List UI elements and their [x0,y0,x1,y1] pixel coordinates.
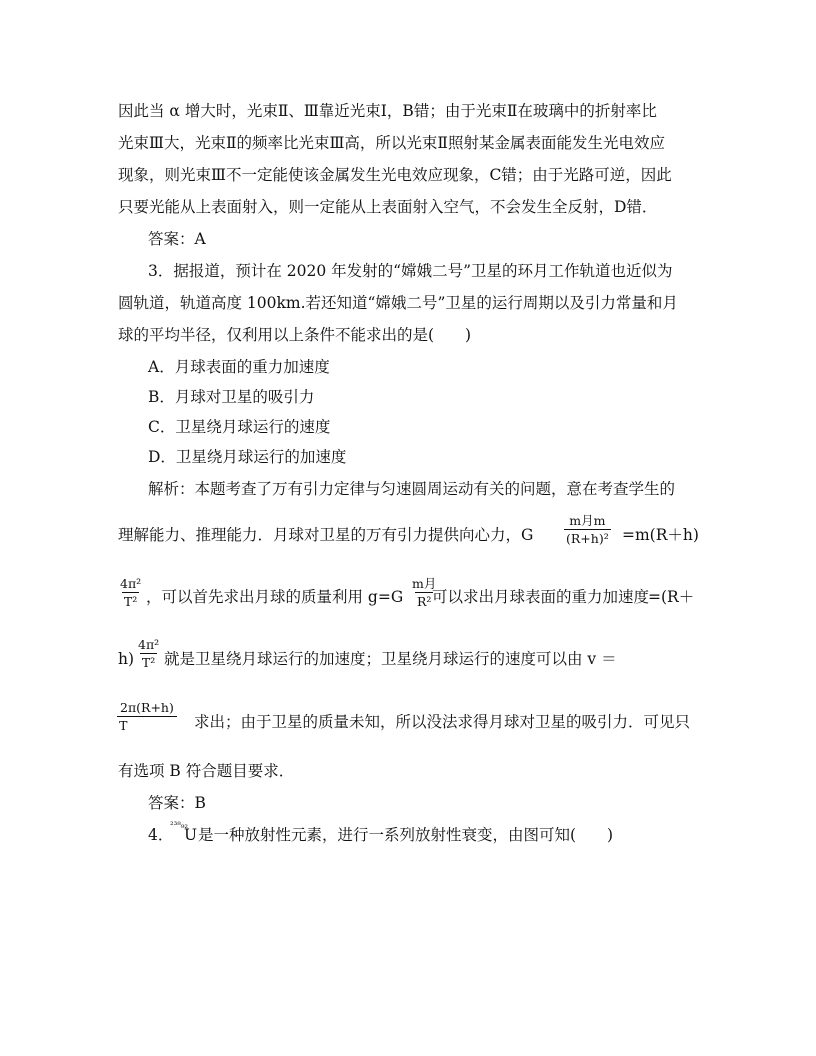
q3-option-a: A．月球表面的重力加速度 [148,358,330,376]
formula-g-denominator: R² [416,594,432,609]
formula-velocity-numerator: 2π(R+h) [120,700,174,715]
formula-t2-denominator: T² [123,594,138,609]
analysis-line-2-tail: =m(R＋h) [622,526,699,544]
prev-explanation-line-1: 因此当 α 增大时，光束Ⅱ、Ⅲ靠近光束Ⅰ，B错；由于光束Ⅱ在玻璃中的折射率比 [118,102,657,120]
formula-4pi2-over-t2-fraction [118,576,143,609]
analysis-line-5-text: 求出；由于卫星的质量未知，所以没法求得月球对卫星的吸引力．可见只 [194,713,691,731]
q4-number: 4． [148,826,174,844]
formula-gravity-fraction [564,513,611,546]
answer-q2: 答案：A [148,230,206,248]
formula-acceleration-fraction [136,637,161,670]
analysis-line-4-text-a: h) [118,650,135,668]
formula-velocity-denominator: T [117,716,177,733]
formula-gravity-denominator: (R+h)² [566,531,609,546]
analysis-line-2-text: 理解能力、推理能力．月球对卫星的万有引力提供向心力，G [118,526,534,544]
analysis-line-1: 解析：本题考查了万有引力定律与匀速圆周运动有关的问题，意在考查学生的 [148,480,676,498]
formula-4pi2-numerator: 4π² [120,576,142,591]
answer-q3: 答案：B [148,794,206,812]
analysis-line-3-text-b: 可以求出月球表面的重力加速度 [432,588,650,606]
prev-explanation-line-2: 光束Ⅲ大，光束Ⅱ的频率比光束Ⅲ高，所以光束Ⅱ照射某金属表面能发生光电效应 [118,134,665,152]
prev-explanation-line-3: 现象，则光束Ⅲ不一定能使该金属发生光电效应现象，C错；由于光路可逆，因此 [118,166,672,184]
analysis-line-4-text-b: 就是卫星绕月球运行的加速度；卫星绕月球运行的速度可以由 v ＝ [164,650,617,668]
q4-element-symbol: U [184,826,198,844]
q4-nuclide-superscript: ²³⁸₉₂ [170,821,189,831]
formula-velocity-fraction [118,700,176,733]
analysis-line-6: 有选项 B 符合题目要求． [118,762,295,780]
q3-option-c: C．卫星绕月球运行的速度 [148,418,331,436]
formula-acceleration-numerator: 4π² [138,637,160,652]
q4-stem: 是一种放射性元素，进行一系列放射性衰变，由图可知( ) [198,826,614,844]
analysis-line-3-text-a: ，可以首先求出月球的质量利用 g=G [146,588,404,606]
q3-option-d: D．卫星绕月球运行的加速度 [148,448,347,466]
q3-stem-line-3: 球的平均半径，仅利用以上条件不能求出的是( ) [118,326,472,344]
analysis-line-3-text-c: =(R＋ [648,588,695,606]
prev-explanation-line-4: 只要光能从上表面射入，则一定能从上表面射入空气，不会发生全反射，D错． [118,198,658,216]
q3-stem-line-2: 圆轨道，轨道高度 100km.若还知道“嫦娥二号”卫星的运行周期以及引力常量和月 [118,294,678,312]
q3-stem-line-1: 3．据报道，预计在 2020 年发射的“嫦娥二号”卫星的环月工作轨道也近似为 [148,262,673,280]
formula-acceleration-denominator: T² [141,655,156,670]
formula-gravity-numerator: m月m [569,513,606,528]
formula-g-numerator: m月 [412,576,437,591]
q3-option-b: B．月球对卫星的吸引力 [148,388,315,406]
